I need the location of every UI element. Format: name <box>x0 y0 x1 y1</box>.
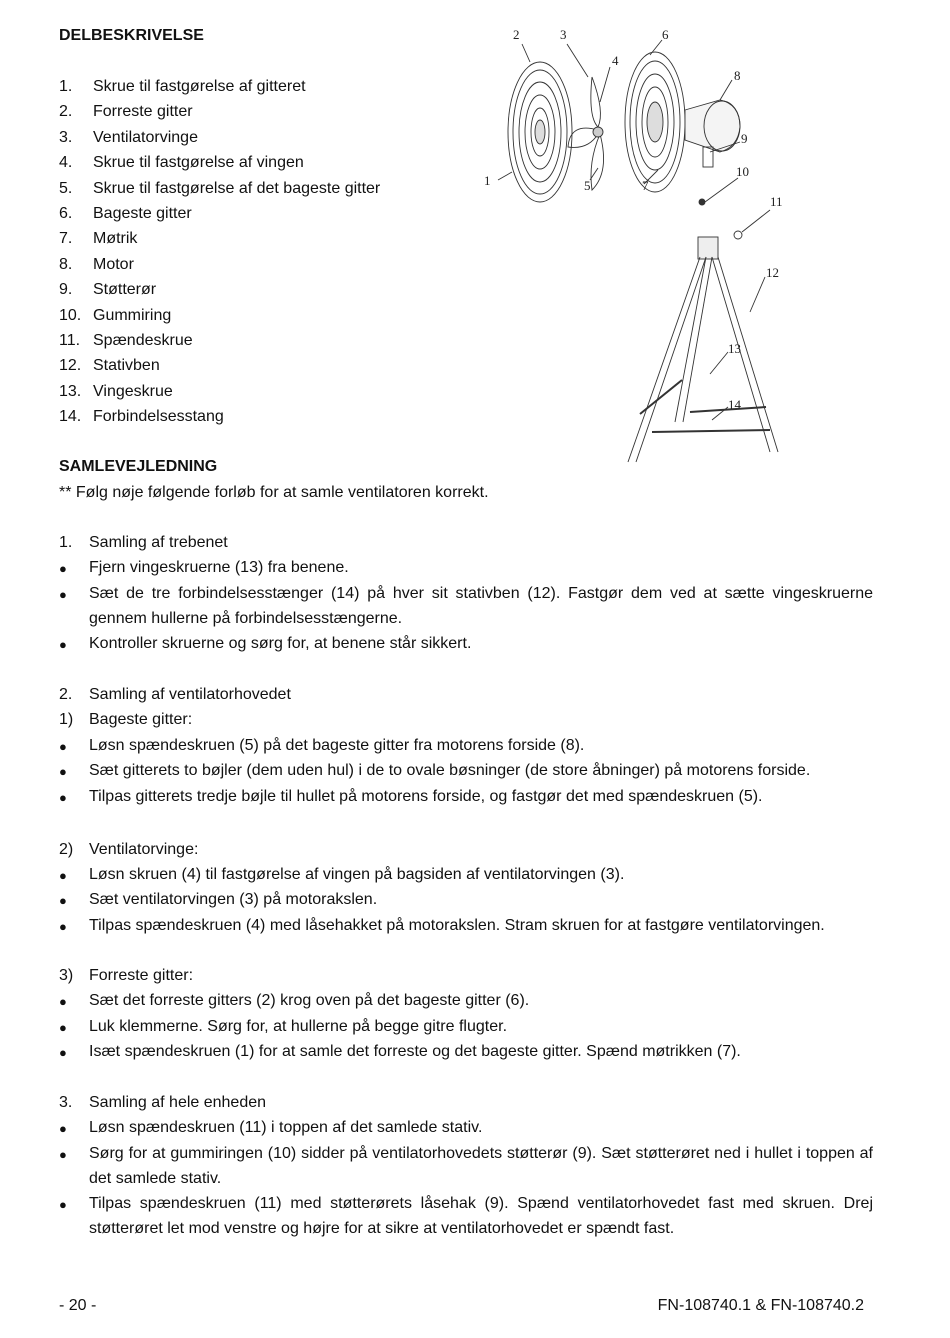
parts-item-label: Ventilatorvinge <box>93 128 198 146</box>
fan-blade-drawing <box>568 77 604 190</box>
subsection-c-step-2: Luk klemmerne. Sørg for, at hullerne på begge gitre flugter. <box>89 1018 508 1035</box>
parts-item-label: Støtterør <box>93 281 157 299</box>
parts-item-label: Skrue til fastgørelse af det bageste gitter <box>93 179 381 197</box>
parts-item-number: 4. <box>59 154 73 172</box>
callout-10: 10 <box>736 164 749 179</box>
callout-3: 3 <box>560 27 567 42</box>
parts-item-number: 5. <box>59 179 73 197</box>
callout-6: 6 <box>662 27 669 42</box>
parts-item-number: 10. <box>59 306 82 324</box>
parts-item-number: 3. <box>59 128 73 146</box>
section-2-title: Samling af ventilatorhovedet <box>89 686 291 703</box>
subsection-c-number: 3) <box>59 967 74 984</box>
bullet-glyph: ● <box>59 790 67 805</box>
subsection-b-step-2: Sæt ventilatorvingen (3) på motorakslen. <box>89 891 378 908</box>
subsection-b-title: Ventilatorvinge: <box>89 841 199 858</box>
callout-14: 14 <box>728 397 741 412</box>
section-1-number: 1. <box>59 534 73 551</box>
bullet-glyph: ● <box>59 868 67 883</box>
callout-13: 13 <box>728 341 741 356</box>
bullet-glyph: ● <box>59 1045 67 1060</box>
bullet-glyph: ● <box>59 739 67 754</box>
callout-1: 1 <box>484 173 491 188</box>
bullet-glyph: ● <box>59 587 67 602</box>
motor-drawing <box>685 100 740 167</box>
subsection-c-step-3: Isæt spændeskruen (1) for at samle det forreste og det bageste gitter. Spænd møtrikken (7). <box>89 1043 741 1060</box>
subsection-a-step-1: Løsn spændeskruen (5) på det bageste gitter fra motorens forside (8). <box>89 737 585 754</box>
section-3-step-2: Sørg for at gummiringen (10) sidder på ventilatorhovedets støtterør (9). Sæt støtterøret ned i hullet i toppen af det samlede stativ. <box>89 1145 873 1187</box>
bullet-glyph: ● <box>59 561 67 576</box>
section-1-step-2: Sæt de tre forbindelsesstænger (14) på hver sit stativben (12). Fastgør dem ved at sætte vingeskruerne gennem hullerne på forbindelsesstængerne. <box>89 585 873 627</box>
section-3-number: 3. <box>59 1094 73 1111</box>
callout-labels <box>484 27 783 412</box>
subsection-b-step-1: Løsn skruen (4) til fastgørelse af vingen på bagsiden af ventilatorvingen (3). <box>89 866 625 883</box>
parts-item-label: Møtrik <box>93 230 138 248</box>
subsection-b-number: 2) <box>59 841 74 858</box>
rear-grill-drawing <box>625 52 685 192</box>
callout-4: 4 <box>612 53 619 68</box>
subsection-b-step-3: Tilpas spændeskruen (4) med låsehakket på motorakslen. Stram skruen for at fastgøre ventilatorvingen. <box>89 917 825 934</box>
bullet-glyph: ● <box>59 893 67 908</box>
parts-item-number: 9. <box>59 281 73 299</box>
bullet-glyph: ● <box>59 1121 67 1136</box>
subsection-a-step-3: Tilpas gitterets tredje bøjle til hullet på motorens forside, og fastgør det med spændeskruen (5). <box>89 788 763 805</box>
subsection-a-number: 1) <box>59 711 74 728</box>
front-grill-drawing <box>508 62 572 202</box>
parts-item-number: 1. <box>59 78 73 95</box>
page-number: - 20 - <box>59 1297 97 1314</box>
parts-item-label: Forbindelsesstang <box>93 408 224 426</box>
section-3-step-3: Tilpas spændeskruen (11) med støtterørets låsehak (9). Spænd ventilatorhovedet fast med skruen. Drej støtterøret let mod venstre og højre for at sikre at ventilatorhovedet er spændt fast. <box>89 1195 873 1237</box>
parts-item-number: 6. <box>59 205 73 222</box>
parts-item-number: 7. <box>59 230 73 248</box>
section-1-step-1: Fjern vingeskruerne (13) fra benene. <box>89 559 349 576</box>
parts-item-number: 12. <box>59 357 82 375</box>
section-3-step-1: Løsn spændeskruen (11) i toppen af det samlede stativ. <box>89 1119 483 1136</box>
section-3-title: Samling af hele enheden <box>89 1094 267 1111</box>
parts-item-label: Forreste gitter <box>93 103 193 121</box>
callout-2: 2 <box>513 27 520 42</box>
assembly-heading: SAMLEVEJLEDNING <box>59 458 218 475</box>
subsection-a-title: Bageste gitter: <box>89 711 193 728</box>
bullet-glyph: ● <box>59 1197 67 1212</box>
subsection-c-step-1: Sæt det forreste gitters (2) krog oven på det bageste gitter (6). <box>89 992 530 1009</box>
exploded-diagram <box>470 22 800 477</box>
section-2-number: 2. <box>59 686 73 703</box>
parts-item-label: Spændeskrue <box>93 332 193 349</box>
subsection-a-step-2: Sæt gitterets to bøjler (dem uden hul) i de to ovale bøsninger (de store åbninger) på motorens forside. <box>89 762 811 779</box>
parts-item-number: 13. <box>59 382 82 400</box>
parts-heading: DELBESKRIVELSE <box>59 27 204 44</box>
callout-12: 12 <box>766 265 779 280</box>
assembly-intro: ** Følg nøje følgende forløb for at samle ventilatoren korrekt. <box>59 484 489 501</box>
subsection-c-title: Forreste gitter: <box>89 967 194 984</box>
parts-item-number: 8. <box>59 255 73 273</box>
parts-item-label: Stativben <box>93 357 160 375</box>
parts-item-number: 14. <box>59 408 82 426</box>
bullet-glyph: ● <box>59 1020 67 1035</box>
bullet-glyph: ● <box>59 919 67 934</box>
parts-item-label: Skrue til fastgørelse af vingen <box>93 154 304 172</box>
section-1-step-3: Kontroller skruerne og sørg for, at benene står sikkert. <box>89 635 472 652</box>
parts-item-number: 2. <box>59 103 73 121</box>
parts-item-label: Gummiring <box>93 306 172 324</box>
callout-8: 8 <box>734 68 741 83</box>
model-number: FN-108740.1 & FN-108740.2 <box>657 1297 864 1314</box>
bullet-glyph: ● <box>59 764 67 779</box>
bullet-glyph: ● <box>59 637 67 652</box>
parts-item-label: Motor <box>93 255 134 273</box>
callout-5: 5 <box>584 178 591 193</box>
bullet-glyph: ● <box>59 994 67 1009</box>
bullet-glyph: ● <box>59 1147 67 1162</box>
parts-item-label: Bageste gitter <box>93 205 192 222</box>
callout-11: 11 <box>770 194 783 209</box>
parts-item-label: Skrue til fastgørelse af gitteret <box>93 78 306 95</box>
parts-item-label: Vingeskrue <box>93 382 173 400</box>
tripod-drawing <box>628 237 778 462</box>
callout-9: 9 <box>741 131 748 146</box>
section-1-title: Samling af trebenet <box>89 534 228 551</box>
callout-7: 7 <box>642 178 649 193</box>
parts-item-number: 11. <box>59 332 81 349</box>
